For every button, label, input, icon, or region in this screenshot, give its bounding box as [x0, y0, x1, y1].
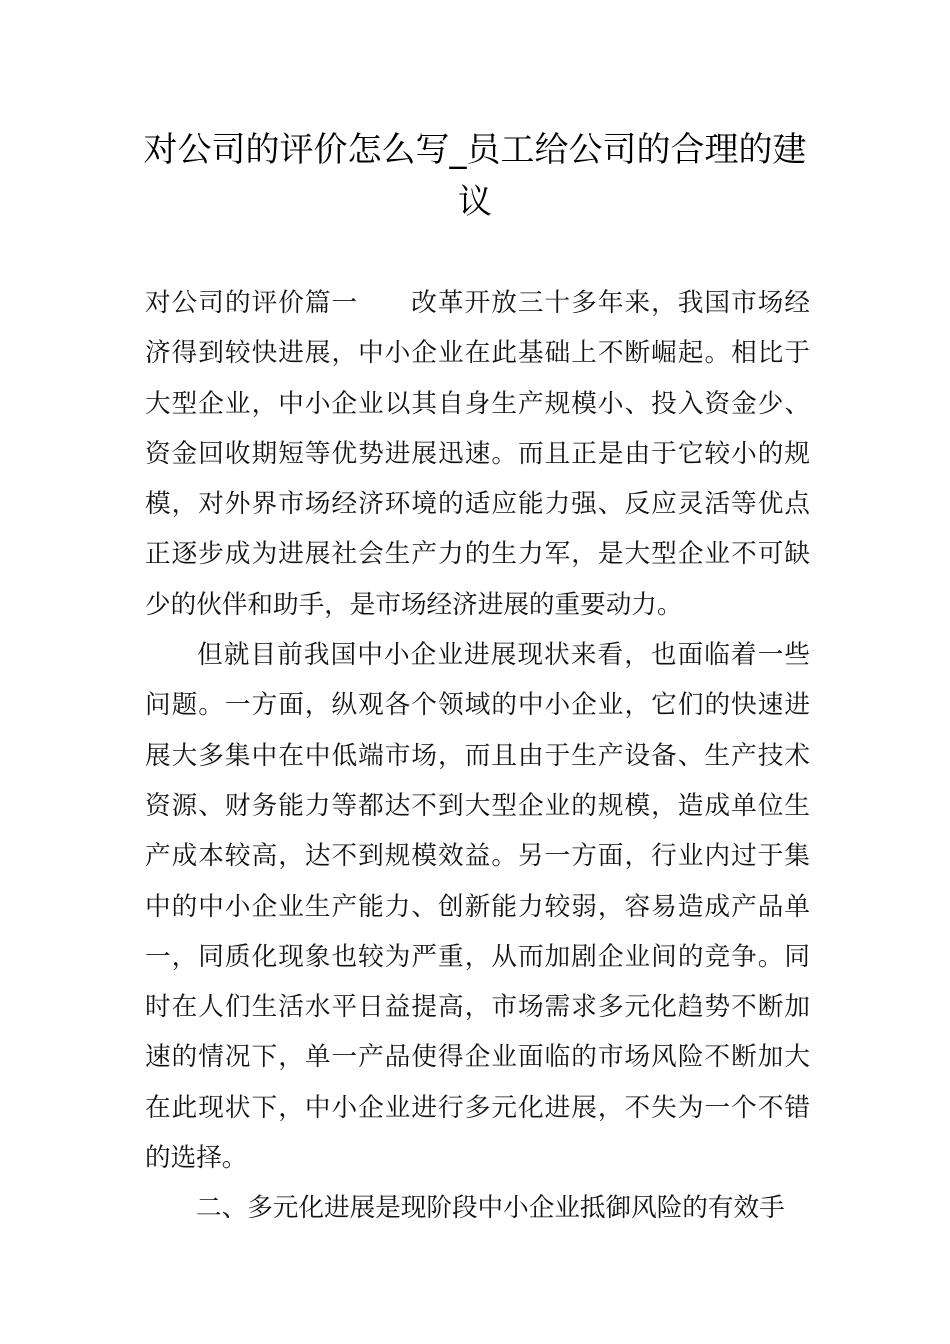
document-title: 对公司的评价怎么写_员工给公司的合理的建议 — [143, 130, 807, 222]
paragraph-1 — [145, 278, 810, 630]
paragraph-2 — [145, 630, 810, 1183]
document-body — [145, 278, 810, 1234]
paragraph-2-text: 但就目前我国中小企业进展现状来看，也面临着一些问题。一方面，纵观各个领域的中小企业，它们的快速进展大多集中在中低端市场，而且由于生产设备、生产技术资源、财务能力等都达不到大型企业的规模，造成单位生产成本较高，达不到规模效益。另一方面，行业内过于集中的中小企业生产能力、创新能力较弱，容易造成产品单一，同质化现象也较为严重，从而加剧企业间的竞争。同时在人们生活水平日益提高，市场需求多元化趋势不断加速的情况下，单一产品使得企业面临的市场风险不断加大在此现状下，中小企业进行多元化进展，不失为一个不错的选择。 — [145, 640, 810, 1174]
paragraph-3-text: 二、多元化进展是现阶段中小企业抵御风险的有效手 — [196, 1193, 785, 1224]
paragraph-3 — [145, 1183, 810, 1233]
paragraph-1-text: 改革开放三十多年来，我国市场经济得到较快进展，中小企业在此基础上不断崛起。相比于大型企业，中小企业以其自身生产规模小、投入资金少、资金回收期短等优势进展迅速。而且正是由于它较小的规模，对外界市场经济环境的适应能力强、反应灵活等优点正逐步成为进展社会生产力的生力军，是大型企业不可缺少的伙伴和助手，是市场经济进展的重要动力。 — [145, 288, 810, 620]
section-lead: 对公司的评价篇一 — [145, 288, 359, 318]
